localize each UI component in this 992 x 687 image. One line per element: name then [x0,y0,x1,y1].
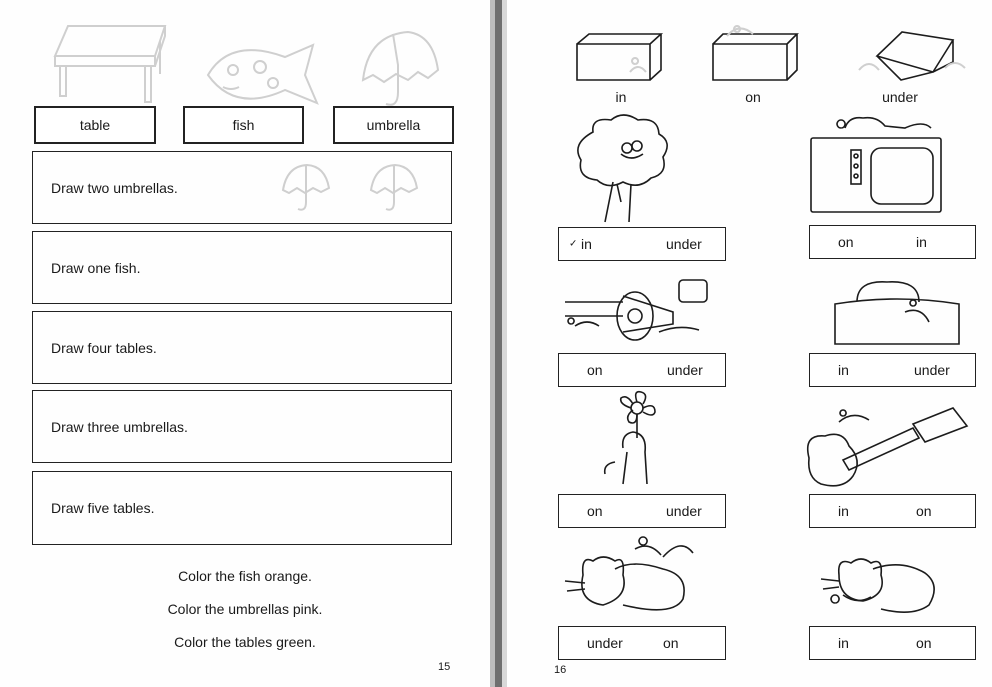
answer-box-8[interactable] [809,626,976,660]
answer-box-6[interactable] [809,494,976,528]
instruction-text: Draw two umbrellas. [51,179,178,196]
right-page [507,0,992,687]
prep-label-in: in [615,89,627,105]
answer-box-7[interactable] [558,626,726,660]
page-number-left: 15 [438,661,451,673]
answer-choice-left[interactable]: on [587,503,603,519]
color-line-3: Color the tables green. [174,634,316,650]
answer-choice-left[interactable]: in [838,635,849,651]
instruction-box-2[interactable] [32,231,452,304]
answer-box-5[interactable] [558,494,726,528]
prep-label-on: on [745,89,761,105]
answer-box-4[interactable] [809,353,976,387]
instruction-text: Draw five tables. [51,500,155,516]
answer-choice-right[interactable]: under [667,362,703,378]
answer-choice-right[interactable]: under [914,362,950,378]
word-label-umbrella: umbrella [333,106,454,144]
check-mark: ✓ [569,238,578,250]
answer-choice-right[interactable]: on [916,503,932,519]
mouse-in-bag-picture [827,278,967,355]
answer-choice-left[interactable]: on [587,362,603,378]
mouse-on-guitar-picture [803,400,973,495]
answer-box-3[interactable] [558,353,726,387]
mouse-on-tv-picture [805,110,945,220]
table-picture [50,24,170,114]
word-label-table: table [34,106,156,144]
mouse-under-cat-picture [821,545,946,625]
book-spine [495,0,502,687]
page-number-right: 16 [554,664,567,676]
color-line-2: Color the umbrellas pink. [167,601,323,617]
instruction-box-1[interactable] [32,151,452,224]
answer-choice-right[interactable]: on [916,635,932,651]
answer-choice-right[interactable]: in [916,234,927,250]
mouse-on-cat-picture [563,535,703,625]
color-line-1: Color the fish orange. [178,568,312,584]
answer-choice-right[interactable]: under [666,236,702,252]
umbrella-picture [358,30,438,117]
prep-label-under: under [882,89,918,105]
instruction-text: Draw one fish. [51,259,141,276]
word-label-fish: fish [183,106,304,144]
box-on-picture [707,28,802,93]
example-umbrellas [281,162,421,219]
answer-box-1[interactable] [558,227,726,261]
box-in-picture [575,30,665,93]
answer-choice-left[interactable]: under [587,635,623,651]
instruction-box-4[interactable] [32,390,452,463]
answer-choice-left[interactable]: in [838,362,849,378]
answer-choice-right[interactable]: on [663,635,679,651]
mouse-under-flower-picture [593,392,663,497]
mouse-in-tree-picture [573,112,673,232]
instruction-text: Draw three umbrellas. [51,418,188,435]
mouse-under-car-picture [563,276,723,361]
instruction-box-3[interactable] [32,311,452,384]
answer-box-2[interactable] [809,225,976,259]
left-page [0,0,490,687]
instruction-box-5[interactable] [32,471,452,545]
answer-choice-right[interactable]: under [666,503,702,519]
box-under-picture [857,28,972,93]
answer-choice-left[interactable]: in [838,503,849,519]
instruction-text: Draw four tables. [51,339,157,356]
answer-choice-left[interactable]: in [581,236,592,252]
answer-choice-left[interactable]: on [838,234,854,250]
